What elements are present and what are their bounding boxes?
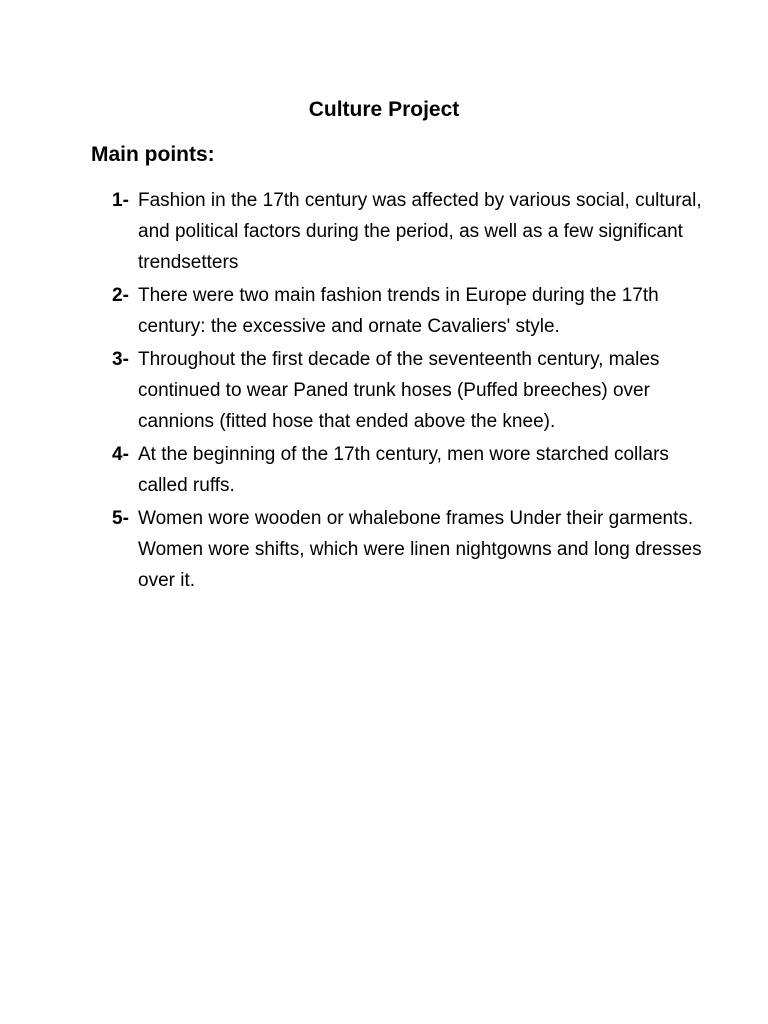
list-item-number: 1- <box>112 190 129 211</box>
list-item <box>112 503 712 596</box>
list-item-number: 3- <box>112 349 129 370</box>
section-heading: Main points: <box>91 143 215 166</box>
list-item <box>112 280 712 342</box>
main-points-list <box>112 185 712 598</box>
list-item <box>112 439 712 501</box>
document-title: Culture Project <box>308 98 460 121</box>
list-item-text: Women wore wooden or whalebone frames Under their garments. Women wore shifts, which were linen nightgowns and long dresses over it. <box>138 508 702 591</box>
list-item <box>112 344 712 437</box>
list-item-text: At the beginning of the 17th century, men wore starched collars called ruffs. <box>138 444 669 496</box>
list-item-number: 4- <box>112 444 129 465</box>
list-item-text: Throughout the first decade of the seventeenth century, males continued to wear Paned trunk hoses (Puffed breeches) over cannions (fitted hose that ended above the knee). <box>138 349 660 432</box>
list-item-number: 5- <box>112 508 129 529</box>
list-item-text: Fashion in the 17th century was affected by various social, cultural, and political factors during the period, as well as a few significant trendsetters <box>138 190 702 273</box>
list-item-number: 2- <box>112 285 129 306</box>
list-item-text: There were two main fashion trends in Europe during the 17th century: the excessive and ornate Cavaliers' style. <box>138 285 659 337</box>
list-item <box>112 185 712 278</box>
